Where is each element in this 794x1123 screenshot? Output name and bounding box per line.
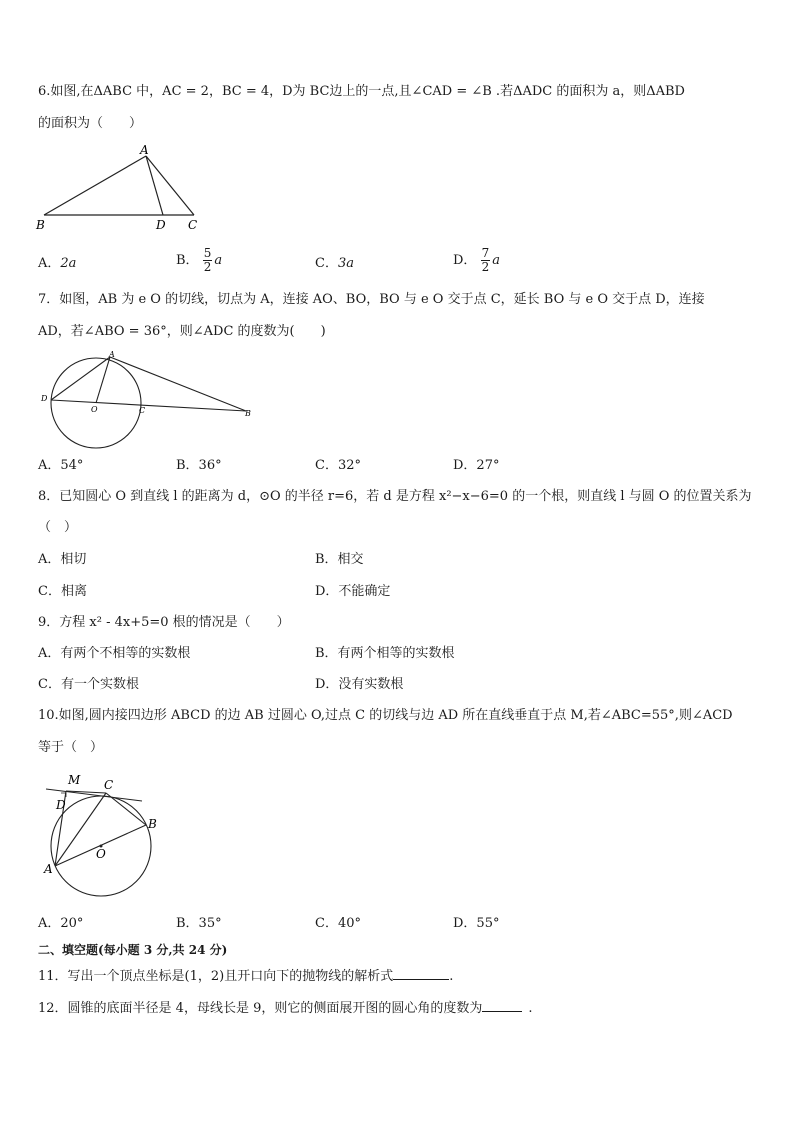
q7-label-b: B xyxy=(245,409,251,418)
q8-option-c[interactable]: C．相离 xyxy=(38,584,87,599)
q7-option-b[interactable]: B．36° xyxy=(176,458,222,473)
q6-option-d-fraction: $\frac{7}{2}$ xyxy=(481,246,490,274)
q6-stem-line2: 的面积为（ ） xyxy=(38,116,143,131)
q6-triangle-figure xyxy=(30,143,210,235)
q7-circle-tangent-figure xyxy=(36,348,260,450)
q10-option-d[interactable]: D．55° xyxy=(453,916,500,931)
q11-stem: 11．写出一个顶点坐标是(1，2)且开口向下的抛物线的解析式 . xyxy=(38,969,454,984)
q6-option-b-fraction: $\frac{5}{2}$ xyxy=(203,246,212,274)
q10-label-b: B xyxy=(148,817,157,831)
q10-label-m: M xyxy=(68,773,81,787)
q10-stem-line2: 等于（ ） xyxy=(38,740,104,755)
q10-inscribed-quadrilateral-figure xyxy=(38,770,164,902)
q7-option-a[interactable]: A．54° xyxy=(38,458,84,473)
q7-stem-line2: AD，若∠ABO = 36°，则∠ADC 的度数为( ) xyxy=(38,324,326,339)
q6-label-d: D xyxy=(156,218,166,232)
q7-stem-line1: 7．如图，AB 为 e O 的切线，切点为 A，连接 AO、BO，BO 与 e O 交于点 C，延长 BO 与 e O 交于点 D，连接 xyxy=(38,292,705,307)
q9-option-d[interactable]: D．没有实数根 xyxy=(315,677,404,692)
q10-label-o: O xyxy=(96,847,106,861)
q6-option-b[interactable]: B． $\frac{5}{2}$ a xyxy=(176,246,223,274)
q8-option-b[interactable]: B．相交 xyxy=(315,552,364,567)
q7-label-c: C xyxy=(139,406,146,415)
q10-stem-line1: 10.如图,圆内接四边形 ABCD 的边 AB 过圆心 O,过点 C 的切线与边 AD 所在直线垂直于点 M,若∠ABC=55°,则∠ACD xyxy=(38,708,733,723)
q11-answer-blank[interactable] xyxy=(393,979,449,980)
q6-label-c: C xyxy=(188,218,198,232)
q9-option-c[interactable]: C．有一个实数根 xyxy=(38,677,139,692)
q8-stem-line1: 8．已知圆心 O 到直线 l 的距离为 d，⊙O 的半径 r=6，若 d 是方程 x²−x−6=0 的一个根，则直线 l 与圆 O 的位置关系为 xyxy=(38,489,752,504)
q10-label-c: C xyxy=(104,778,114,792)
q6-stem-line1: 6.如图,在ΔABC 中，AC = 2，BC = 4，D为 BC边上的一点,且∠CAD = ∠B .若ΔADC 的面积为 a，则ΔABD xyxy=(38,84,685,99)
q9-option-b[interactable]: B．有两个相等的实数根 xyxy=(315,646,455,661)
q7-label-a: A xyxy=(109,350,115,359)
q10-option-c[interactable]: C．40° xyxy=(315,916,361,931)
q7-label-o: O xyxy=(91,405,98,414)
q10-option-a[interactable]: A．20° xyxy=(38,916,84,931)
q12-stem: 12．圆锥的底面半径是 4，母线长是 9，则它的侧面展开图的圆心角的度数为 . xyxy=(38,1001,533,1016)
section-2-title: 二、填空题(每小题 3 分,共 24 分) xyxy=(38,943,228,957)
q6-option-c[interactable]: C．3a xyxy=(315,256,354,271)
q8-option-a[interactable]: A．相切 xyxy=(38,552,87,567)
q8-stem-line2: （ ） xyxy=(38,520,78,535)
q10-label-d: D xyxy=(56,798,66,812)
q12-answer-blank[interactable] xyxy=(482,1011,522,1012)
q10-label-a: A xyxy=(44,862,53,876)
q8-option-d[interactable]: D．不能确定 xyxy=(315,584,391,599)
q10-option-b[interactable]: B．35° xyxy=(176,916,222,931)
q6-label-a: A xyxy=(140,143,149,157)
q9-option-a[interactable]: A．有两个不相等的实数根 xyxy=(38,646,191,661)
q6-option-a[interactable]: A．2a xyxy=(38,256,77,271)
q7-option-c[interactable]: C．32° xyxy=(315,458,361,473)
q6-option-d[interactable]: D． $\frac{7}{2}$ a xyxy=(453,246,500,274)
q9-stem: 9．方程 x² - 4x+5=0 根的情况是（ ） xyxy=(38,615,290,630)
q7-option-d[interactable]: D．27° xyxy=(453,458,500,473)
q6-label-b: B xyxy=(36,218,45,232)
q7-label-d: D xyxy=(41,394,48,403)
